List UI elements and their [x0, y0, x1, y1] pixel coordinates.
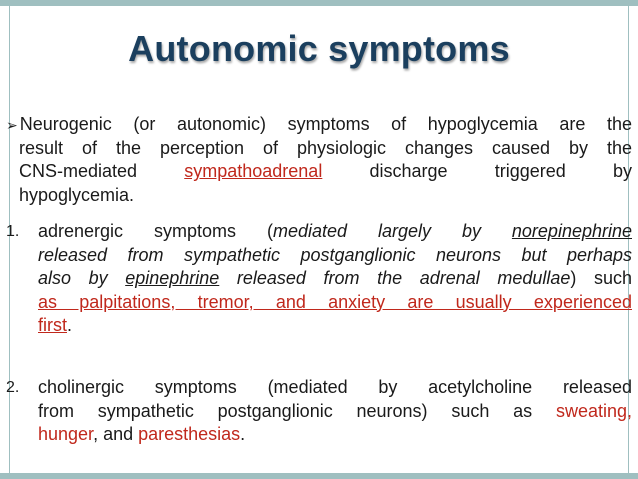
- list-marker-2: 2.: [6, 379, 20, 396]
- sympathoadrenal-link[interactable]: sympathoadrenal: [184, 161, 323, 182]
- top-border: [0, 0, 638, 6]
- intro-line-2: result of the perception of physiologic changes caused by the: [19, 137, 632, 158]
- intro-line-1: ➢ Neurogenic (or autonomic) symptoms of hypoglycemia are the: [6, 113, 632, 137]
- intro-line-4: hypoglycemia.: [19, 184, 135, 205]
- intro-paragraph: [6, 113, 632, 207]
- slide-title: Autonomic symptoms: [128, 28, 510, 69]
- list-item-2-body: cholinergic symptoms (mediated by acetylcholine released from sympathetic postganglionic neurons) such as sweating, hunger, and paresthesias.: [38, 377, 632, 445]
- list-item-1-body: adrenergic symptoms (mediated largely by norepinephrine released from sympathetic postganglionic neurons but perhaps also by epinephrine released from the adrenal medullae) such as palpitations, tremor, and anxiety are usually experienced first.: [38, 221, 632, 336]
- intro-line-3: CNS-mediated sympathoadrenal discharge triggered by: [19, 161, 632, 182]
- paresthesias-highlight: paresthesias: [138, 424, 241, 445]
- bottom-border: [0, 473, 638, 479]
- hunger-highlight: hunger: [38, 424, 94, 445]
- list-marker-1: 1.: [6, 223, 20, 240]
- adrenergic-highlight: as palpitations, tremor, and anxiety are usually experienced: [38, 291, 632, 312]
- epinephrine-link[interactable]: epinephrine: [125, 268, 220, 289]
- arrow-bullet-icon: ➢: [6, 117, 18, 133]
- sweating-highlight: sweating,: [555, 400, 632, 421]
- norepinephrine-link[interactable]: norepinephrine: [511, 221, 632, 241]
